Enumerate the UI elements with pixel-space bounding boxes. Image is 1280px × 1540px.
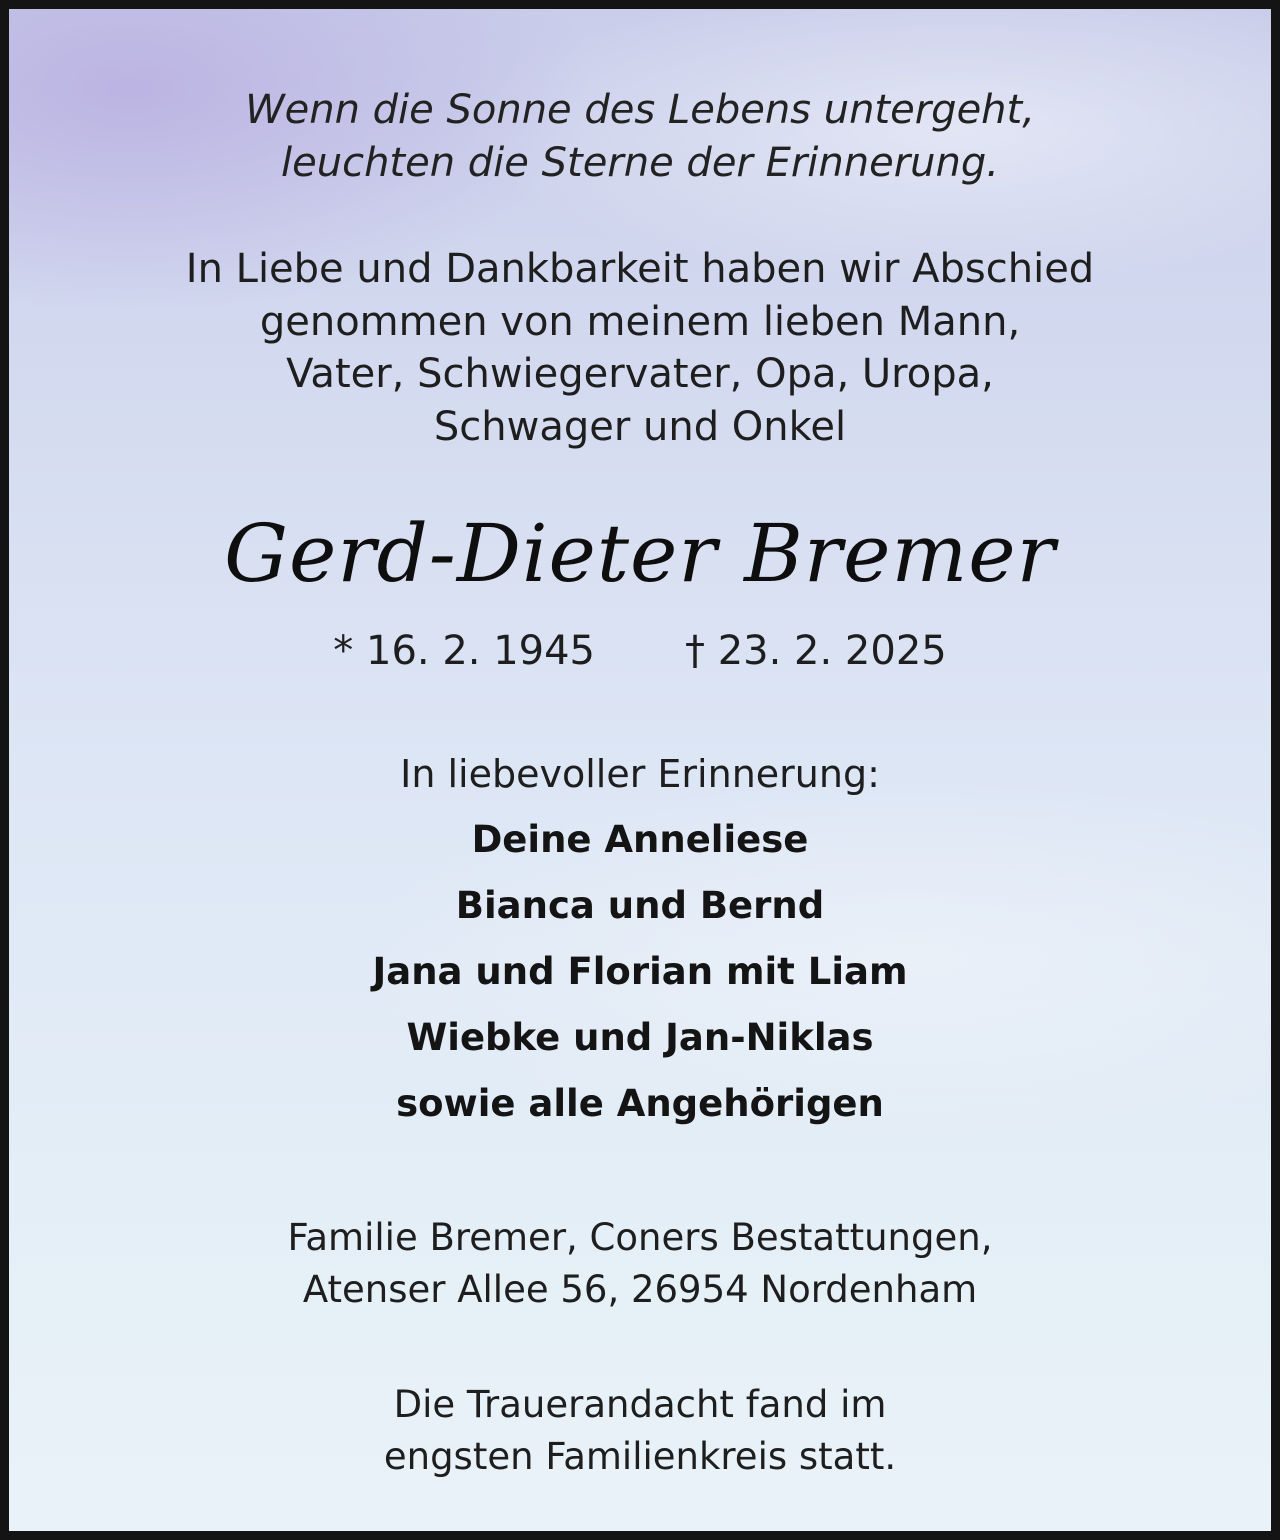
death-date: † 23. 2. 2025	[685, 628, 947, 674]
intro-line-3: Vater, Schwiegervater, Opa, Uropa,	[286, 351, 994, 397]
contact-line-2: Atenser Allee 56, 26954 Nordenham	[302, 1268, 978, 1311]
mourner-line: Wiebke und Jan-Niklas	[406, 1016, 874, 1059]
obituary-content	[18, 18, 1262, 1522]
motto-line-2: leuchten die Sterne der Erinnerung.	[281, 140, 999, 186]
intro-line-4: Schwager und Onkel	[433, 404, 847, 450]
life-dates	[18, 626, 1262, 676]
mourner-line: Deine Anneliese	[471, 818, 809, 861]
mourner-line: Jana und Florian mit Liam	[372, 950, 908, 993]
remembrance-heading: In liebevoller Erinnerung:	[400, 752, 880, 796]
note-line-1: Die Trauerandacht fand im	[393, 1383, 887, 1426]
contact-line-1: Familie Bremer, Coners Bestattungen,	[287, 1216, 993, 1259]
deceased-name: Gerd-Dieter Bremer	[224, 507, 1056, 600]
intro-line-2: genommen von meinem lieben Mann,	[259, 299, 1021, 345]
mourner-line: sowie alle Angehörigen	[396, 1082, 884, 1125]
mourner-line: Bianca und Bernd	[455, 884, 825, 927]
note-line-2: engsten Familienkreis statt.	[383, 1435, 897, 1478]
motto-line-1: Wenn die Sonne des Lebens untergeht,	[245, 87, 1035, 133]
birth-date: * 16. 2. 1945	[333, 628, 595, 674]
intro-line-1: In Liebe und Dankbarkeit haben wir Abschied	[185, 246, 1095, 292]
